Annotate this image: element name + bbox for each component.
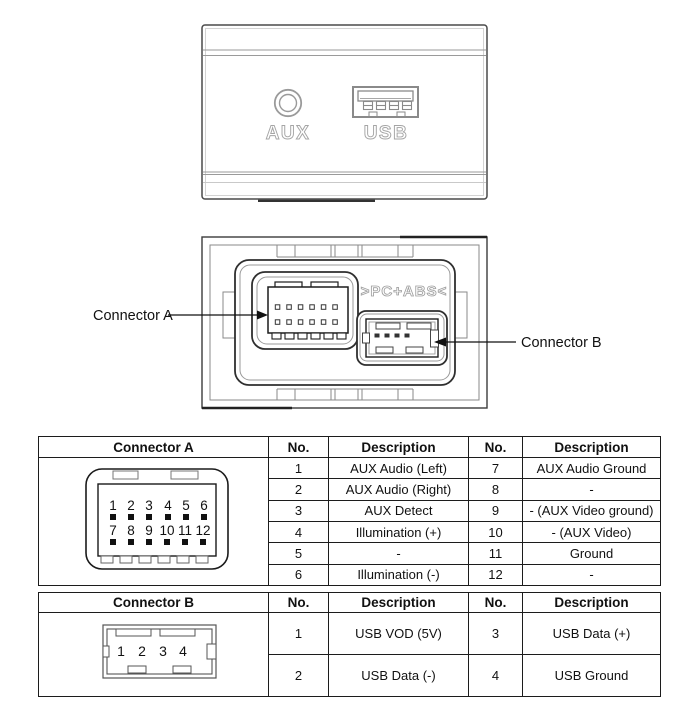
table-row [39,613,661,655]
pin-no-cell: 10 [469,521,523,542]
table-header-row [39,437,661,458]
connector-b-label: Connector B [521,335,602,351]
col-description-header: Description [523,593,661,613]
connector-b-pinout-table [38,592,661,697]
pin-no-cell: 1 [269,458,329,479]
pin-desc-cell: - [523,479,661,500]
col-description-header: Description [329,593,469,613]
col-description-header: Description [523,437,661,458]
pin-no-cell: 3 [469,613,523,655]
svg-text:4: 4 [163,498,172,513]
connector-a-pinout-table [38,436,661,586]
col-no-header: No. [269,593,329,613]
svg-text:11: 11 [177,523,192,538]
pin-desc-cell: USB Data (-) [329,655,469,697]
connector-b-pin-diagram [40,613,268,693]
pin-desc-cell: Illumination (+) [329,521,469,542]
connector-a-drawing [252,272,358,349]
front-housing-outline [202,25,487,199]
pin-no-cell: 6 [269,564,329,585]
connector-a-pin-diagram [40,458,268,582]
pin-desc-cell: Illumination (-) [329,564,469,585]
connector-b-table-title: Connector B [39,593,269,613]
svg-text:12: 12 [194,523,211,538]
svg-text:9: 9 [144,523,153,538]
pin-no-cell: 4 [269,521,329,542]
svg-text:1: 1 [108,498,117,513]
pin-no-cell: 12 [469,564,523,585]
svg-text:2: 2 [137,643,146,659]
pin-no-cell: 8 [469,479,523,500]
pin-desc-cell: AUX Audio (Left) [329,458,469,479]
connector-a-table-title: Connector A [39,437,269,458]
svg-text:3: 3 [158,643,167,659]
svg-text:6: 6 [199,498,208,513]
pin-desc-cell: USB Data (+) [523,613,661,655]
svg-text:1: 1 [116,643,125,659]
pin-desc-cell: AUX Audio Ground [523,458,661,479]
pin-no-cell: 2 [269,655,329,697]
rear-view-drawing [0,225,700,425]
svg-text:3: 3 [144,498,153,513]
front-view-drawing [0,20,700,212]
svg-text:8: 8 [126,523,135,538]
connector-b-pin-diagram-cell [39,613,269,697]
pin-no-cell: 11 [469,543,523,564]
connector-b-table-wrap [38,592,661,697]
svg-text:10: 10 [158,523,175,538]
col-no-header: No. [469,437,523,458]
pin-desc-cell: AUX Audio (Right) [329,479,469,500]
pin-desc-cell: - (AUX Video) [523,521,661,542]
pin-desc-cell: - [523,564,661,585]
pin-no-cell: 9 [469,500,523,521]
col-no-header: No. [469,593,523,613]
pin-desc-cell: AUX Detect [329,500,469,521]
svg-text:7: 7 [108,523,117,538]
pin-desc-cell: USB Ground [523,655,661,697]
pin-no-cell: 7 [469,458,523,479]
pin-desc-cell: - [329,543,469,564]
aux-engraved-label: AUX [265,123,311,144]
table-row [39,458,661,479]
pin-no-cell: 2 [269,479,329,500]
usb-engraved-label: USB [363,123,409,144]
table-header-row [39,593,661,613]
pin-no-cell: 1 [269,613,329,655]
svg-text:5: 5 [181,498,190,513]
connector-a-table-wrap [38,436,661,586]
connector-b-drawing [357,311,447,365]
molded-material-text: >PC+ABS< [360,283,448,300]
pin-no-cell: 5 [269,543,329,564]
pin-desc-cell: USB VOD (5V) [329,613,469,655]
pin-desc-cell: Ground [523,543,661,564]
connector-a-label: Connector A [93,308,173,324]
pin-no-cell: 3 [269,500,329,521]
pin-no-cell: 4 [469,655,523,697]
col-no-header: No. [269,437,329,458]
pin-desc-cell: - (AUX Video ground) [523,500,661,521]
connector-a-pin-diagram-cell [39,458,269,586]
svg-text:4: 4 [178,643,187,659]
svg-text:2: 2 [126,498,135,513]
col-description-header: Description [329,437,469,458]
